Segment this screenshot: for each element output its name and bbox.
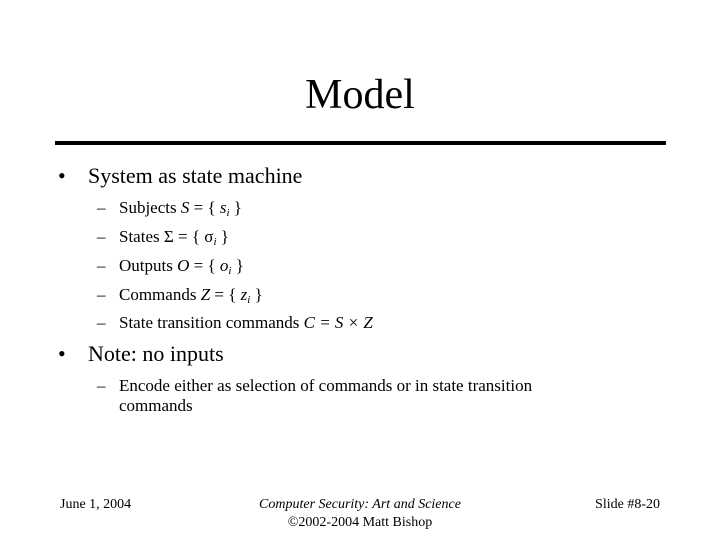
index: i	[213, 236, 217, 248]
element: s	[219, 198, 227, 217]
close-brace: }	[233, 198, 242, 217]
dash: –	[97, 313, 106, 332]
dash: –	[97, 285, 106, 304]
symbol: O	[177, 256, 190, 275]
label: Subjects	[119, 198, 177, 217]
index: i	[226, 207, 230, 219]
element: z	[240, 285, 248, 304]
sub-bullet-subjects	[97, 198, 242, 218]
element: o	[219, 256, 229, 275]
footer-date: June 1, 2004	[60, 497, 132, 512]
dash: –	[97, 198, 106, 217]
bullet-note-no-inputs	[58, 341, 224, 367]
bullet-dot: •	[58, 163, 66, 188]
footer-credits	[200, 496, 520, 532]
symbol: Z	[200, 285, 211, 304]
equals-brace: = {	[193, 256, 216, 275]
encode-line-2: commands	[119, 396, 193, 415]
close-brace: }	[254, 285, 263, 304]
title-divider	[55, 141, 666, 145]
close-brace: }	[235, 256, 244, 275]
label: State transition commands	[119, 313, 300, 332]
sub-bullet-encode	[97, 376, 532, 416]
expression: = S × Z	[319, 313, 373, 332]
sub-bullet-states	[97, 227, 229, 247]
symbol: Σ	[163, 227, 174, 246]
dash: –	[97, 227, 106, 246]
encode-line-1: Encode either as selection of commands or in state transition	[119, 376, 533, 395]
equals-brace: = {	[178, 227, 201, 246]
dash: –	[97, 256, 106, 275]
bullet-text: System as state machine	[88, 163, 303, 188]
label: Outputs	[119, 256, 173, 275]
sub-bullet-outputs	[97, 256, 244, 276]
index: i	[247, 294, 251, 306]
label: Commands	[119, 285, 197, 304]
symbol: S	[180, 198, 190, 217]
bullet-dot: •	[58, 341, 66, 366]
sub-bullet-commands	[97, 285, 263, 305]
bullet-system-state-machine	[58, 163, 302, 189]
equals-brace: = {	[214, 285, 237, 304]
footer-copyright: ©2002-2004 Matt Bishop	[287, 515, 433, 530]
close-brace: }	[220, 227, 229, 246]
element: σ	[204, 227, 214, 246]
index: i	[228, 265, 232, 277]
footer-slide-number: Slide #8-20	[595, 497, 660, 512]
footer-book-title: Computer Security: Art and Science	[259, 497, 461, 512]
label: States	[119, 227, 160, 246]
bullet-text: Note: no inputs	[88, 341, 224, 366]
dash: –	[97, 376, 106, 395]
equals-brace: = {	[193, 198, 216, 217]
slide-title: Model	[305, 72, 415, 118]
symbol: C	[303, 313, 315, 332]
sub-bullet-state-transition-commands	[97, 313, 373, 333]
